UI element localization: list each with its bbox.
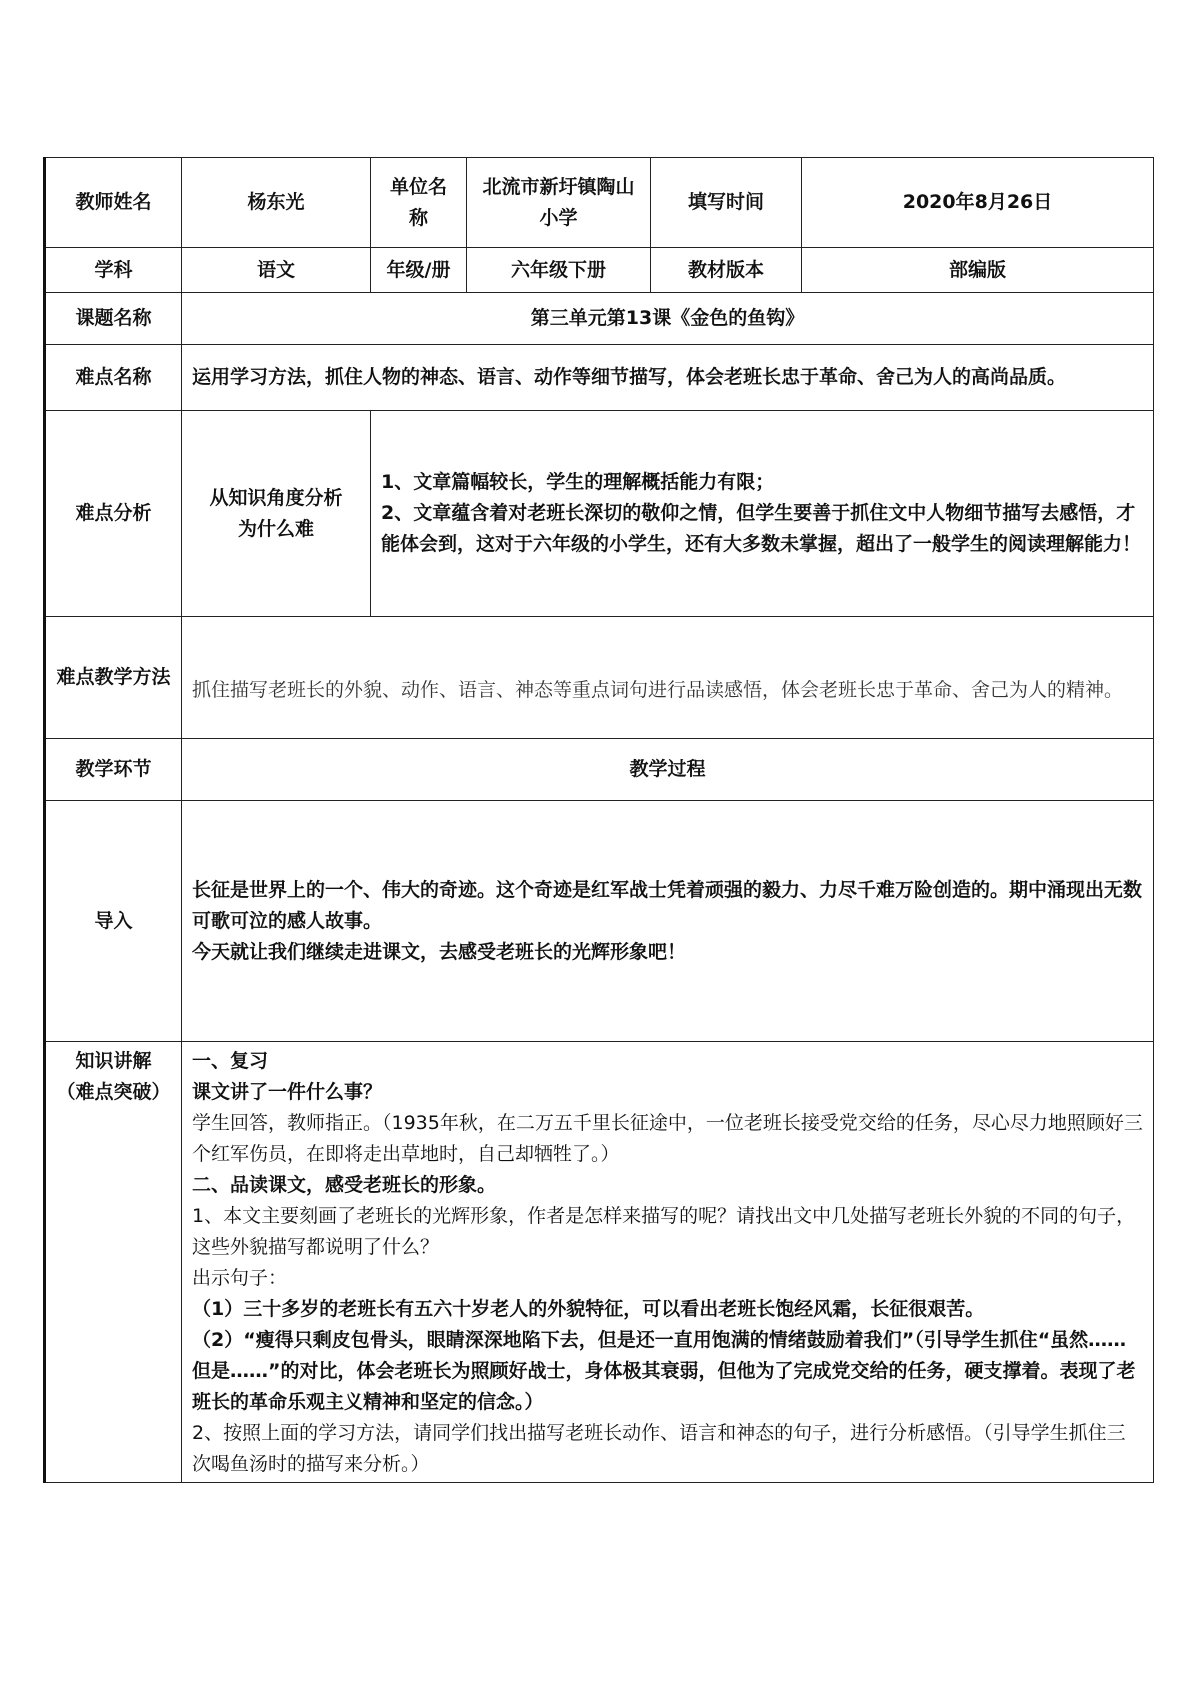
knowledge-answer-1: 学生回答，教师指正。（1935年秋，在二万五千里长征途中，一位老班长接受党交给的任务，尽心尽力地照顾好三个红军伤员，在即将走出草地时，自己却牺牲了。） (192, 1112, 1143, 1165)
intro-paragraph-2: 今天就让我们继续走进课文，去感受老班长的光辉形象吧！ (192, 940, 687, 963)
analysis-line-1: 1、文章篇幅较长，学生的理解概括能力有限； (381, 471, 775, 493)
topic-label: 课题名称 (45, 293, 182, 345)
intro-content (182, 801, 1154, 1042)
analysis-sub-label-text: 从知识角度分析为什么难 (209, 486, 343, 540)
process-header-row (45, 739, 1154, 801)
topic-row (45, 293, 1154, 345)
knowledge-question-1: 课文讲了一件什么事？ (192, 1081, 383, 1103)
date-label: 填写时间 (651, 158, 802, 248)
intro-label: 导入 (45, 801, 182, 1042)
analysis-label: 难点分析 (45, 411, 182, 617)
knowledge-label-2: （难点突破） (56, 1081, 171, 1103)
grade-label: 年级/册 (371, 248, 467, 293)
intro-row (45, 801, 1154, 1042)
header-row (45, 158, 1154, 248)
teacher-name: 杨东光 (182, 158, 371, 248)
subject-value: 语文 (182, 248, 371, 293)
teacher-label: 教师姓名 (45, 158, 182, 248)
knowledge-paragraph-1: 1、本文主要刻画了老班长的光辉形象，作者是怎样来描写的呢？请找出文中几处描写老班长外貌的不同的句子，这些外貌描写都说明了什么？ (192, 1205, 1136, 1258)
edition-value: 部编版 (802, 248, 1154, 293)
analysis-sub-label (182, 411, 371, 617)
subject-label: 学科 (45, 248, 182, 293)
intro-paragraph-1: 长征是世界上的一个、伟大的奇迹。这个奇迹是红军战士凭着顽强的毅力、力尽千难万险创造的。期中涌现出无数可歌可泣的感人故事。 (192, 878, 1143, 932)
unit-name: 北流市新圩镇陶山小学 (467, 158, 651, 248)
info-row (45, 248, 1154, 293)
difficulty-value: 运用学习方法，抓住人物的神态、语言、动作等细节描写，体会老班长忠于革命、舍己为人的高尚品质。 (182, 345, 1154, 411)
process-header-left: 教学环节 (45, 739, 182, 801)
knowledge-heading-1: 一、复习 (192, 1050, 269, 1072)
analysis-line-2: 2、文章蕴含着对老班长深切的敬仰之情，但学生要善于抓住文中人物细节描写去感悟，才能体会到，这对于六年级的小学生，还有大多数未掌握，超出了一般学生的阅读理解能力！ (381, 502, 1142, 555)
knowledge-heading-2: 二、品读课文，感受老班长的形象。 (192, 1174, 497, 1196)
knowledge-sentence-1: （1）三十多岁的老班长有五六十岁老人的外貌特征，可以看出老班长饱经风霜，长征很艰苦。 (192, 1298, 985, 1320)
topic-value: 第三单元第13课《金色的鱼钩》 (182, 293, 1154, 345)
difficulty-label: 难点名称 (45, 345, 182, 411)
knowledge-label-1: 知识讲解 (75, 1050, 152, 1072)
unit-label: 单位名称 (371, 158, 467, 248)
method-value: 抓住描写老班长的外貌、动作、语言、神态等重点词句进行品读感悟，体会老班长忠于革命、舍己为人的精神。 (182, 617, 1154, 739)
method-label: 难点教学方法 (45, 617, 182, 739)
analysis-row (45, 411, 1154, 617)
knowledge-sentence-2: （2）“瘦得只剩皮包骨头，眼睛深深地陷下去，但是还一直用饱满的情绪鼓励着我们”（引导学生抓住“虽然……但是……”的对比，体会老班长为照顾好战士，身体极其衰弱，但他为了完成党交给的任务，硬支撑着。表现了老班长的革命乐观主义精神和坚定的信念。） (192, 1329, 1136, 1413)
difficulty-row (45, 345, 1154, 411)
method-row (45, 617, 1154, 739)
lesson-plan-table (43, 157, 1154, 1483)
knowledge-paragraph-3: 2、按照上面的学习方法，请同学们找出描写老班长动作、语言和神态的句子，进行分析感悟。（引导学生抓住三次喝鱼汤时的描写来分析。） (192, 1422, 1126, 1475)
knowledge-paragraph-2: 出示句子： (192, 1267, 288, 1289)
knowledge-content (182, 1042, 1154, 1483)
knowledge-label (45, 1042, 182, 1483)
grade-value: 六年级下册 (467, 248, 651, 293)
edition-label: 教材版本 (651, 248, 802, 293)
knowledge-row (45, 1042, 1154, 1483)
date-value: 2020年8月26日 (802, 158, 1154, 248)
analysis-content (371, 411, 1154, 617)
process-header-right: 教学过程 (182, 739, 1154, 801)
